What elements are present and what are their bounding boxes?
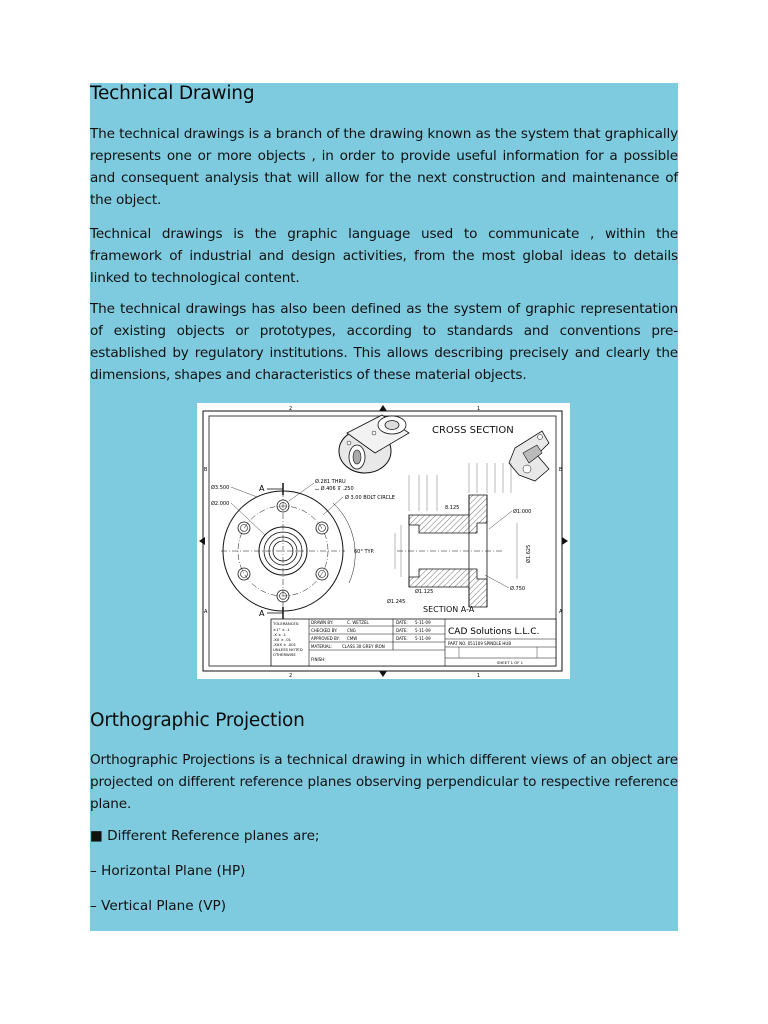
zone-mark-2-bottom: 2 (289, 673, 293, 679)
paragraph-2: Technical drawings is the graphic language used to communicate , within the framework of industrial and design activities, from the most global ideas to details linked to technological content. (90, 226, 678, 286)
tb-date-value-1: 5-11-09 (415, 620, 431, 625)
tb-checked-name: CNG (347, 628, 356, 633)
tb-drawn-by: DRAWN BY: (311, 620, 334, 625)
tb-tol-1: ±1° ± .1 (273, 627, 290, 632)
zone-mark-1: 1 (477, 406, 481, 412)
technical-drawing-figure (197, 403, 570, 679)
iso-cut-view (509, 431, 549, 481)
zone-mark-2: 2 (289, 406, 293, 412)
section-title-orthographic-projection: Orthographic Projection (90, 710, 305, 731)
drawing-svg (197, 403, 570, 679)
tb-approved-by: APPROVED BY: (311, 636, 340, 641)
dim-1245: Ø1.245 (387, 599, 406, 605)
tb-tolerances: TOLERANCES: (273, 621, 300, 626)
tb-checked-by: CHECKED BY: (311, 628, 338, 633)
zone-mark-a: A (204, 609, 208, 615)
zone-mark-a-right: A (559, 609, 563, 615)
section-aa-label: SECTION A-A (423, 605, 475, 614)
iso-hub-view (339, 415, 409, 473)
tb-date-value-3: 5-11-09 (415, 636, 431, 641)
tb-tol-5: UNLESS NOTED (273, 647, 303, 652)
orthographic-paragraph: Orthographic Projections is a technical drawing in which different views of an object are projected on different reference planes observing perpendicular to respective reference plane. (90, 752, 678, 812)
tb-finish-label: FINISH: (311, 657, 326, 662)
dim-angle: 60° TYP. (354, 549, 375, 555)
content-panel (90, 83, 678, 931)
dim-8125: 8.125 (445, 505, 460, 511)
tb-tol-2: .X ± .1 (273, 632, 287, 637)
tb-date-label-3: DATE: (396, 636, 408, 641)
front-view (221, 483, 355, 619)
tb-drawn-name: C. WETZEL (347, 620, 369, 625)
cut-label-bottom: A (259, 609, 265, 618)
cross-section-label: CROSS SECTION (432, 425, 514, 436)
list-heading: ■ Different Reference planes are; (90, 828, 320, 844)
tb-material-label: MATERIAL: (311, 644, 333, 649)
dim-1125: Ø1.125 (415, 589, 434, 595)
tb-material-value: CLASS 30 GREY IRON (342, 644, 385, 649)
tb-date-label-1: DATE: (396, 620, 408, 625)
tb-tol-3: .XX ± .01 (273, 637, 292, 642)
dim-1625: Ø1.625 (526, 544, 532, 563)
list-item-vp: – Vertical Plane (VP) (90, 898, 227, 914)
paragraph-1: The technical drawings is a branch of the drawing known as the system that graphically represents one or more objects , in order to provide useful information for a possible and consequent analysis that will allow for the next construction and maintenance of the object. (90, 126, 678, 208)
dim-bolt-circle: Ø 3.00 BOLT CIRCLE (345, 495, 395, 501)
tb-company: CAD Solutions L.L.C. (448, 627, 540, 637)
dim-thru: Ø.281 THRU (315, 479, 346, 485)
zone-mark-b: B (204, 467, 208, 473)
tb-tol-4: .XXX ± .001 (273, 642, 297, 647)
dim-1000: Ø1.000 (513, 509, 532, 515)
cut-label-top: A (259, 484, 265, 493)
tb-date-value-2: 5-11-09 (415, 628, 431, 633)
tb-date-label-2: DATE: (396, 628, 408, 633)
tb-tol-6: OTHERWISE (273, 652, 296, 657)
zone-mark-b-right: B (559, 467, 563, 473)
dim-cbore: ⌴ Ø.406 ⊽ .250 (315, 486, 354, 492)
dim-3500: Ø3.500 (211, 485, 230, 491)
tb-sheet: SHEET 1 OF 1 (497, 660, 524, 665)
list-item-hp: – Horizontal Plane (HP) (90, 863, 246, 879)
dim-750: Ø.750 (510, 586, 526, 592)
section-view (395, 463, 517, 607)
dim-2000: Ø2.000 (211, 501, 230, 507)
paragraph-3: The technical drawings has also been defined as the system of graphic representation of existing objects or prototypes, according to standards and conventions pre-established by regulatory institutions. This allows describing precisely and clearly the dimensions, shapes and characteristics of these material objects. (90, 301, 678, 383)
tb-part-no: PART NO. 051109 SPINDLE HUB (448, 641, 512, 646)
zone-mark-1-bottom: 1 (477, 673, 481, 679)
title-block (271, 619, 556, 666)
tb-approved-name: CMW (347, 636, 358, 641)
section-title-technical-drawing: Technical Drawing (90, 83, 255, 104)
